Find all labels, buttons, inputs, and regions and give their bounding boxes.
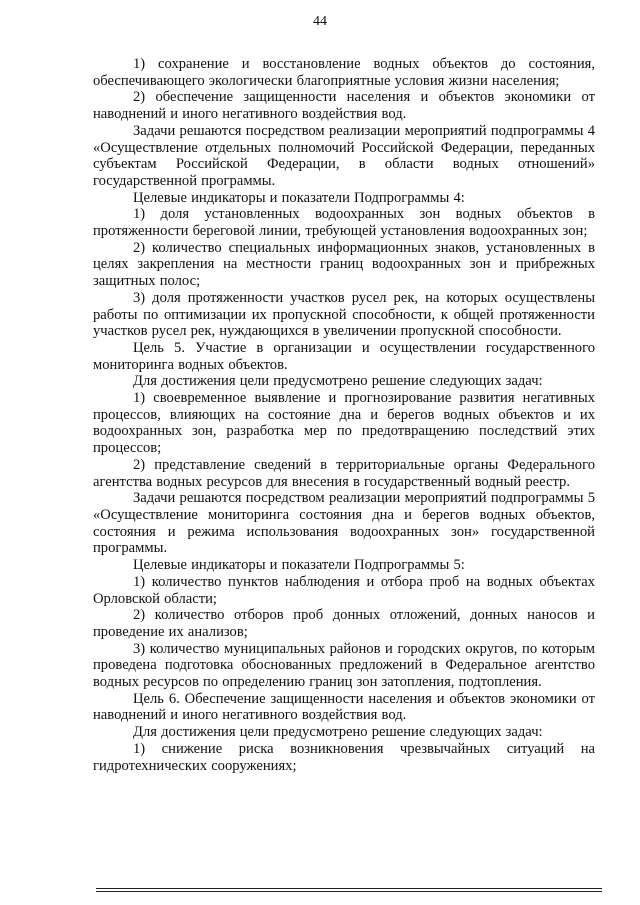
paragraph-1: 1) сохранение и восстановление водных объектов до состояния, обеспечивающего экологически благоприятные условия жизни населения; <box>93 56 595 89</box>
paragraph-6: 2) количество специальных информационных знаков, установленных в целях закрепления на местности границ водоохранных зон и прибрежных защитных полос; <box>93 239 595 290</box>
paragraph-15: 2) количество отборов проб донных отложений, донных наносов и проведение их анализов; <box>93 607 595 640</box>
paragraph-7: 3) доля протяженности участков русел рек, на которых осуществлены работы по оптимизации их пропускной способности, к общей протяженности участков русел рек, нуждающихся в увеличении пропускной способности. <box>93 289 595 340</box>
paragraph-3: Задачи решаются посредством реализации мероприятий подпрограммы 4 «Осуществление отдельных полномочий Российской Федерации, переданных субъектам Российской Федерации, в области водных отношений» государственной программы. <box>93 122 595 189</box>
paragraph-13: Целевые индикаторы и показатели Подпрограммы 5: <box>133 557 465 574</box>
paragraph-8: Цель 5. Участие в организации и осуществлении государственного мониторинга водных объектов. <box>93 339 595 373</box>
paragraph-2: 2) обеспечение защищенности населения и объектов экономики от наводнений и иного негативного воздействия вод. <box>93 89 595 123</box>
document-body <box>93 56 595 774</box>
paragraph-12: Задачи решаются посредством реализации мероприятий подпрограммы 5 «Осуществление мониторинга состояния дна и берегов водных объектов, состояния и режима использования водоохранных зон» государственной программы. <box>93 490 595 557</box>
paragraph-18: Для достижения цели предусмотрено решение следующих задач: <box>133 724 543 741</box>
paragraph-16: 3) количество муниципальных районов и городских округов, по которым проведена подготовка обоснованных предложений в Федеральное агентство водных ресурсов по определению границ зон затопления, подтопления. <box>93 640 595 691</box>
paragraph-4: Целевые индикаторы и показатели Подпрограммы 4: <box>133 189 465 206</box>
footer-rule-bottom <box>96 891 602 892</box>
footer-rule-top <box>96 888 602 889</box>
paragraph-5: 1) доля установленных водоохранных зон водных объектов в протяженности береговой линии, требующей установления водоохранных зон; <box>93 206 595 240</box>
paragraph-11: 2) представление сведений в территориальные органы Федерального агентства водных ресурсов для внесения в государственный водный реестр. <box>93 456 595 490</box>
paragraph-17: Цель 6. Обеспечение защищенности населения и объектов экономики от наводнений и иного негативного воздействия вод. <box>93 690 595 724</box>
paragraph-14: 1) количество пунктов наблюдения и отбора проб на водных объектах Орловской области; <box>93 573 595 607</box>
page-number: 44 <box>313 14 327 29</box>
paragraph-9: Для достижения цели предусмотрено решение следующих задач: <box>133 373 543 390</box>
paragraph-10: 1) своевременное выявление и прогнозирование развития негативных процессов, влияющих на состояние дна и берегов водных объектов и их водоохранных зон, разработка мер по предотвращению последствий этих процессов; <box>93 390 595 457</box>
paragraph-19: 1) снижение риска возникновения чрезвычайных ситуаций на гидротехнических сооружениях; <box>93 740 595 774</box>
